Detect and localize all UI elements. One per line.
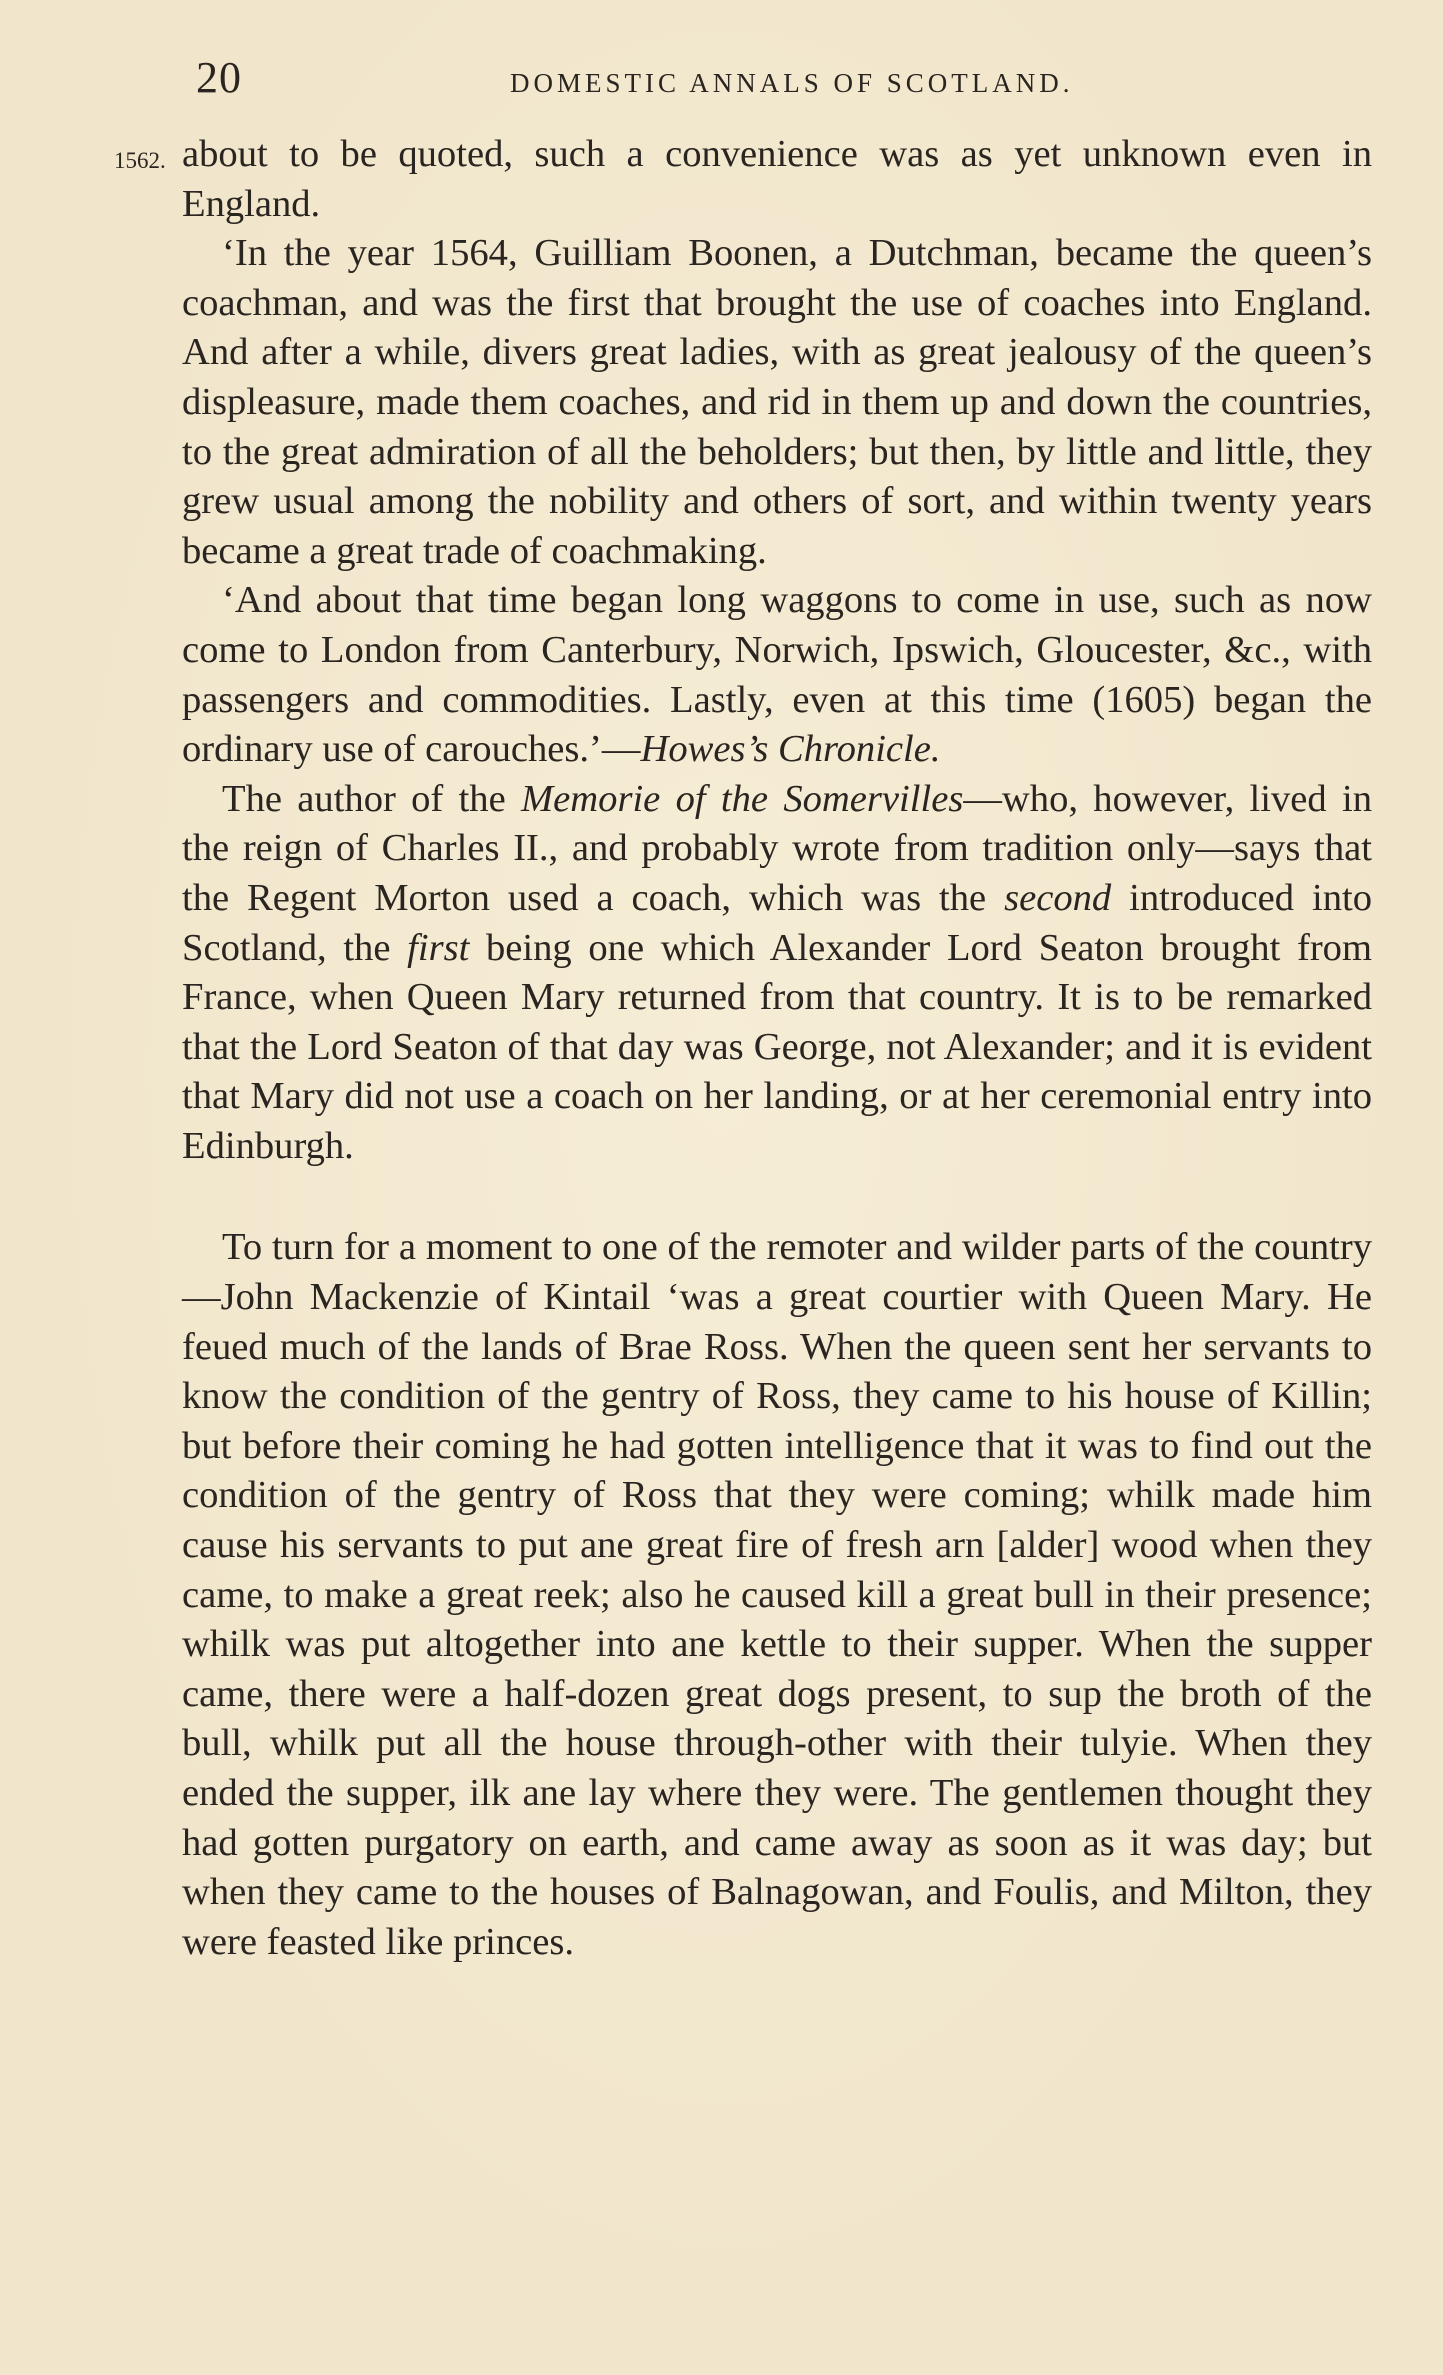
paragraph-somervilles-part1: The author of the [222,777,522,820]
emphasis-second: second [1004,876,1112,919]
margin-year-note: 1562. [114,148,166,173]
source-citation: Howes’s Chronicle. [640,728,941,771]
book-title-italic: Memorie of the Somervilles [521,777,964,820]
paragraph-mackenzie: To turn for a moment to one of the remoter and wilder parts of the country—John Mackenzie of Kintail ‘was a great courtier with Queen Mary. He feued much of the lands of Brae Ross. When the queen sent her servants to know the condition of the gentry of Ross, they came to his house of Killin; but before their coming he had gotten intelligence that it was to find out the condition of the gentry of Ross that they were coming; whilk made him cause his servants to put ane great fire of fresh arn [alder] wood when they came, to make a great reek; also he caused kill a great bull in their presence; whilk was put altogether into ane kettle to their supper. When the supper came, there were a half-dozen great dogs present, to sup the broth of the bull, whilk put all the house through-other with their tulyie. When they ended the supper, ilk ane lay where they were. The gentlemen thought they had gotten purgatory on earth, and came away as soon as it was day; but when they came to the houses of Balnagowan, and Foulis, and Milton, they were feasted like princes. [182,1226,1372,1963]
paragraph-coach-history: ‘In the year 1564, Guilliam Boonen, a Dutchman, became the queen’s coachman, and was the first that brought the use of coaches into England. And after a while, divers great ladies, with as great jealousy of the queen’s displeasure, made them coaches, and rid in them up and down the countries, to the great admiration of all the beholders; but then, by little and little, they grew usual among the nobility and others of sort, and within twenty years became a great trade of coachmaking. [182,232,1372,572]
paragraph-waggons-text: ‘And about that time began long waggons to come in use, such as now come to London from Canterbury, Norwich, Ipswich, Gloucester, &c., with passengers and commodities. Lastly, even at this time (1605) began the ordinary use of carouches.’— [182,579,1372,771]
paragraph-somervilles-part4: being one which Alexander Lord Seaton brought from France, when Queen Mary returned from that country. It is to be remarked that the Lord Seaton of that day was George, not Alexander; and it is evident that Mary did not use a coach on her landing, or at her ceremonial entry into Edinburgh. [182,926,1372,1167]
body-text [182,130,1372,1967]
emphasis-first: first [407,926,470,969]
page-header [0,48,1443,108]
running-title: DOMESTIC ANNALS OF SCOTLAND. [510,68,1074,98]
paragraph-somervilles-part3: introduced into Scotland, the [182,876,1372,969]
page-number: 20 [196,53,242,102]
paragraph-continuation: about to be quoted, such a convenience was as yet unknown even in England. [182,133,1372,225]
paragraph-somervilles-part2: —who, however, lived in the reign of Charles II., and probably wrote from tradition only—says that the Regent Morton used a coach, which was the [182,777,1372,919]
paragraph-somervilles [182,775,1372,1172]
paragraph-waggons [182,576,1372,774]
